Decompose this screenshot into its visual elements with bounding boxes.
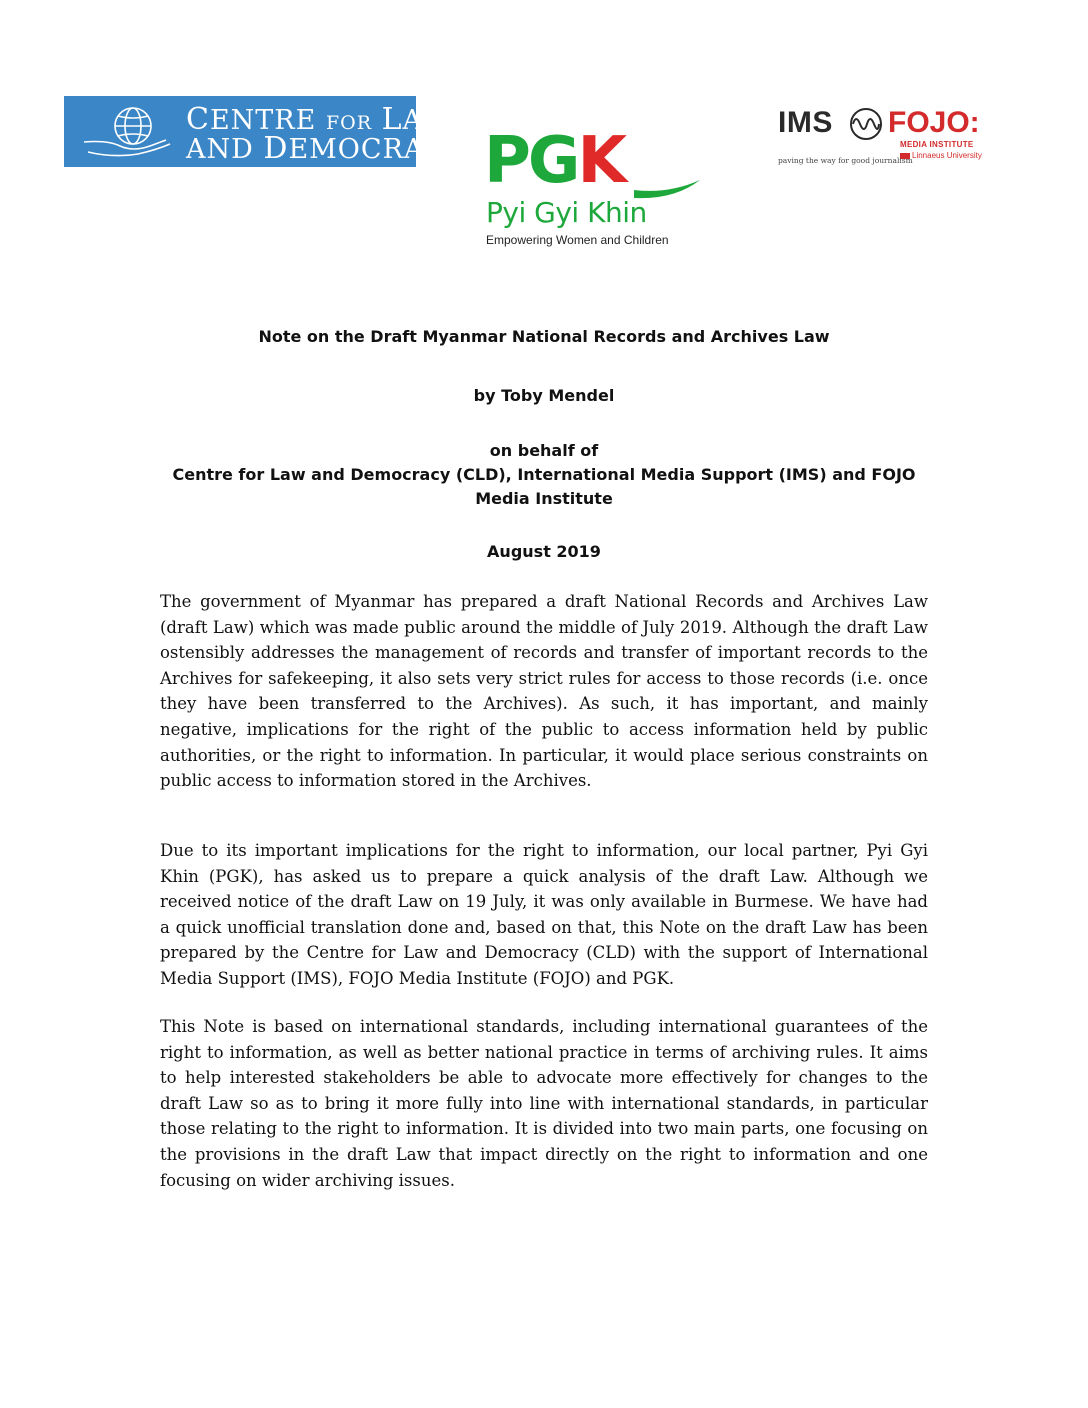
fojo-logo-text: FOJO: — [888, 106, 980, 139]
cld-logo-line1: CENTRE FOR LAW — [186, 102, 451, 137]
fojo-logo-subtitle: MEDIA INSTITUTE — [900, 140, 974, 149]
pgk-logo-tagline: Empowering Women and Children — [486, 233, 669, 247]
document-behalf-line1: Centre for Law and Democracy (CLD), International Media Support (IMS) and FOJO — [172, 465, 916, 484]
pgk-logo-name: Pyi Gyi Khin — [486, 196, 647, 229]
ims-fojo-logo — [778, 106, 1028, 170]
pgk-logo — [484, 124, 704, 250]
body-paragraph: This Note is based on international standards, including international guarantees of the right to information, as well as better national practice in terms of archiving rules. It aims to help interested stakeholders be able to advocate more effectively for changes to the draft Law so as to bring it more fully into line with international standards, in particular those relating to the right to information. It is divided into two main parts, one focusing on the provisions in the draft Law that impact directly on the right to information and one focusing on wider archiving issues. — [160, 1017, 928, 1190]
ims-logo-tagline: paving the way for good journalism — [778, 156, 913, 165]
cld-logo-line2: AND DEMOCRACY — [186, 131, 465, 166]
document-behalf-label: on behalf of — [489, 441, 599, 460]
ims-wave-icon — [846, 106, 886, 142]
ims-logo-text: IMS — [778, 106, 833, 139]
globe-hand-icon — [78, 102, 178, 162]
body-paragraph: Due to its important implications for the right to information, our local partner, Pyi Gyi Khin (PGK), has asked us to prepare a quick analysis of the draft Law. Although we received notice of the draft Law on 19 July, it was only available in Burmese. We have had a quick unofficial translation done and, based on that, this Note on the draft Law has been prepared by the Centre for Law and Democracy (CLD) with the support of International Media Support (IMS), FOJO Media Institute (FOJO) and PGK. — [160, 841, 928, 988]
document-date: August 2019 — [487, 542, 601, 561]
document-title: Note on the Draft Myanmar National Records and Archives Law — [258, 327, 830, 346]
fojo-logo-university: Linnaeus University — [900, 151, 982, 160]
cld-logo — [64, 96, 465, 167]
body-paragraph: The government of Myanmar has prepared a draft National Records and Archives Law (draft Law) which was made public around the middle of July 2019. Although the draft Law ostensibly addresses the management of records and transfer of important records to the Archives for safekeeping, it also sets very strict rules for access to those records (i.e. once they have been transferred to the Archives). As such, it has important, and mainly negative, implications for the right of the public to access information held by public authorities, or the right to information. In particular, it would place serious constraints on public access to information stored in the Archives. — [160, 592, 928, 791]
pgk-logo-mark: PGK — [484, 124, 625, 198]
document-author: by Toby Mendel — [473, 386, 615, 405]
document-behalf-line2: Media Institute — [475, 489, 613, 508]
